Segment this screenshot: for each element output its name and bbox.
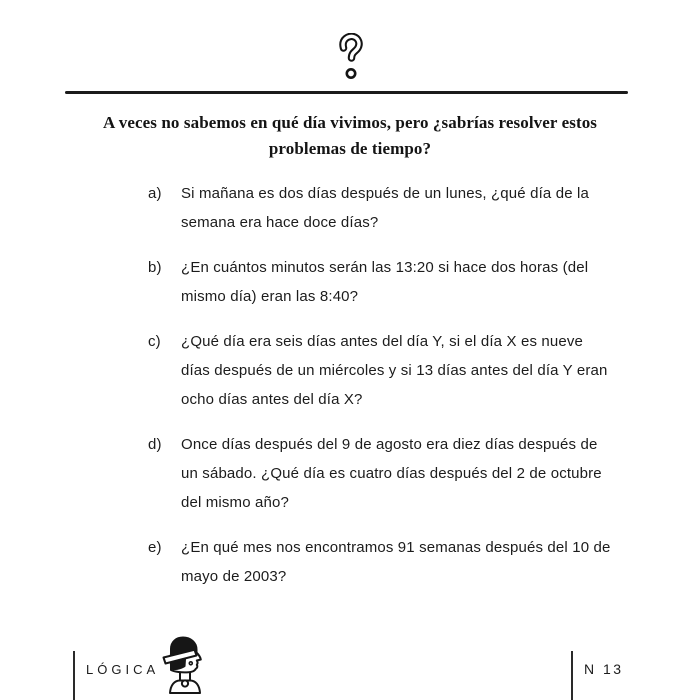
problem-item-a: [148, 179, 623, 237]
blindfolded-head-icon-svg: [157, 636, 211, 694]
page-title-line-1: A veces no sabemos en qué día vivimos, pero ¿sabrías resolver estos: [102, 113, 598, 132]
footer-right-rule: [571, 651, 573, 700]
problem-item-b: [148, 253, 623, 311]
category-label: LÓGICA: [86, 662, 160, 677]
problem-list: [148, 179, 623, 607]
blindfolded-head-icon: [157, 636, 211, 694]
question-mark-icon: [335, 33, 365, 81]
problem-text: ¿Qué día era seis días antes del día Y, si el día X es nueve días después de un miércoles y si 13 días antes del día Y eran ocho días antes del día X?: [181, 333, 608, 408]
problem-text: Si mañana es dos días después de un lunes, ¿qué día de la semana era hace doce días?: [181, 185, 589, 231]
page-title: [0, 110, 700, 162]
footer-left-rule: [73, 651, 75, 700]
problem-label: a): [148, 185, 162, 202]
problem-label: e): [148, 539, 162, 556]
problem-text: Once días después del 9 de agosto era diez días después de un sábado. ¿Qué día es cuatro días después del 2 de octubre del mismo año?: [181, 436, 602, 511]
problem-item-e: [148, 533, 623, 591]
problem-label: d): [148, 436, 162, 453]
problem-label: c): [148, 333, 161, 350]
problem-text: ¿En qué mes nos encontramos 91 semanas después del 10 de mayo de 2003?: [181, 539, 611, 585]
header-divider: [65, 91, 628, 94]
question-mark-icon-svg: [335, 33, 365, 81]
page-title-line-2: problemas de tiempo?: [268, 139, 432, 158]
problem-item-d: [148, 430, 623, 517]
problem-item-c: [148, 327, 623, 414]
problem-label: b): [148, 259, 162, 276]
problem-text: ¿En cuántos minutos serán las 13:20 si hace dos horas (del mismo día) eran las 8:40?: [181, 259, 589, 305]
page-number: N 13: [584, 661, 624, 677]
